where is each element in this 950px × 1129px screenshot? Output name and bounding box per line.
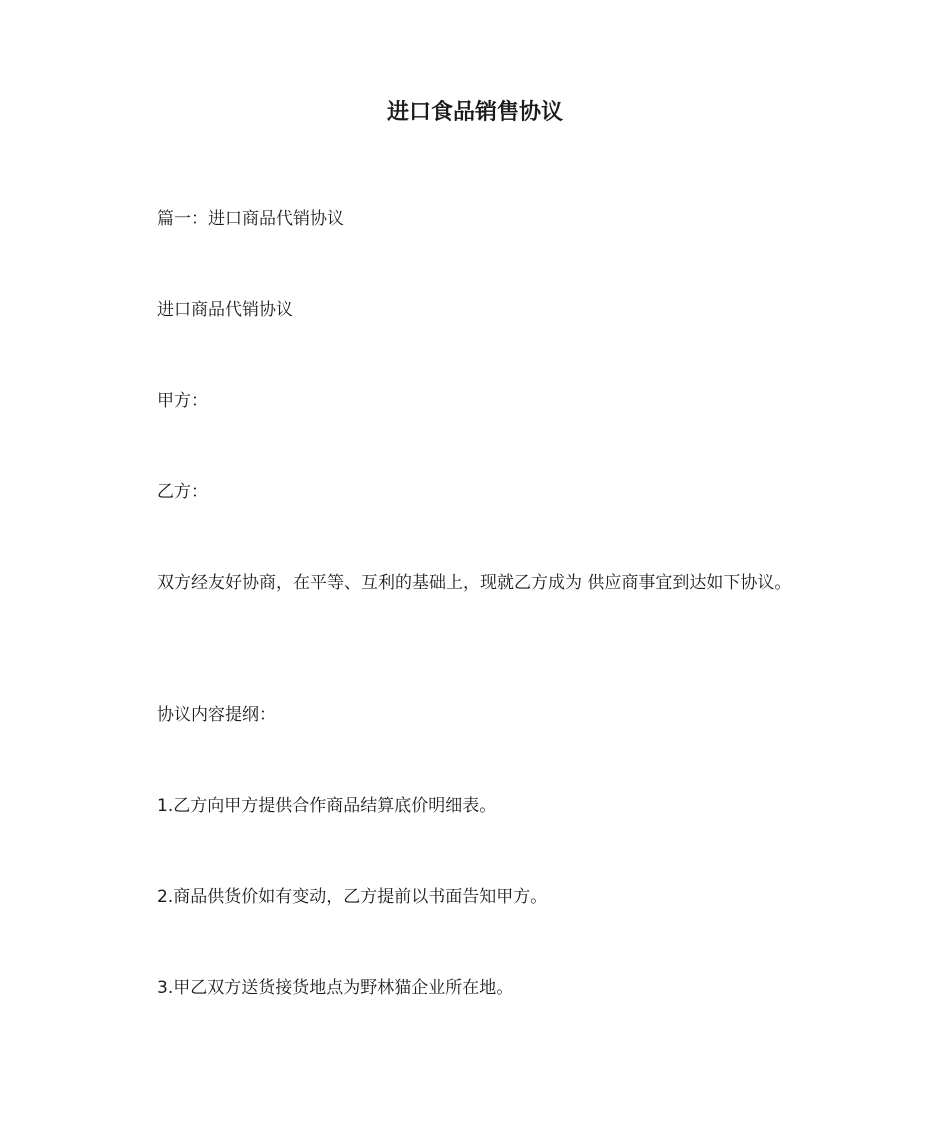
agreement-subtitle: 进口商品代销协议 [157, 300, 293, 320]
document-title: 进口食品销售协议 [386, 100, 563, 125]
party-a-line: 甲方： [157, 391, 208, 411]
section-heading: 篇一：进口商品代销协议 [157, 209, 344, 229]
preamble-paragraph: 双方经友好协商，在平等、互利的基础上，现就乙方成为 供应商事宜到达如下协议。 [157, 573, 792, 593]
clause-3: 3.甲乙双方送货接货地点为野林猫企业所在地。 [157, 978, 514, 998]
party-b-line: 乙方： [157, 482, 208, 502]
clause-1: 1.乙方向甲方提供合作商品结算底价明细表。 [157, 796, 497, 816]
clause-2: 2.商品供货价如有变动，乙方提前以书面告知甲方。 [157, 887, 548, 907]
outline-heading: 协议内容提纲： [157, 705, 276, 725]
